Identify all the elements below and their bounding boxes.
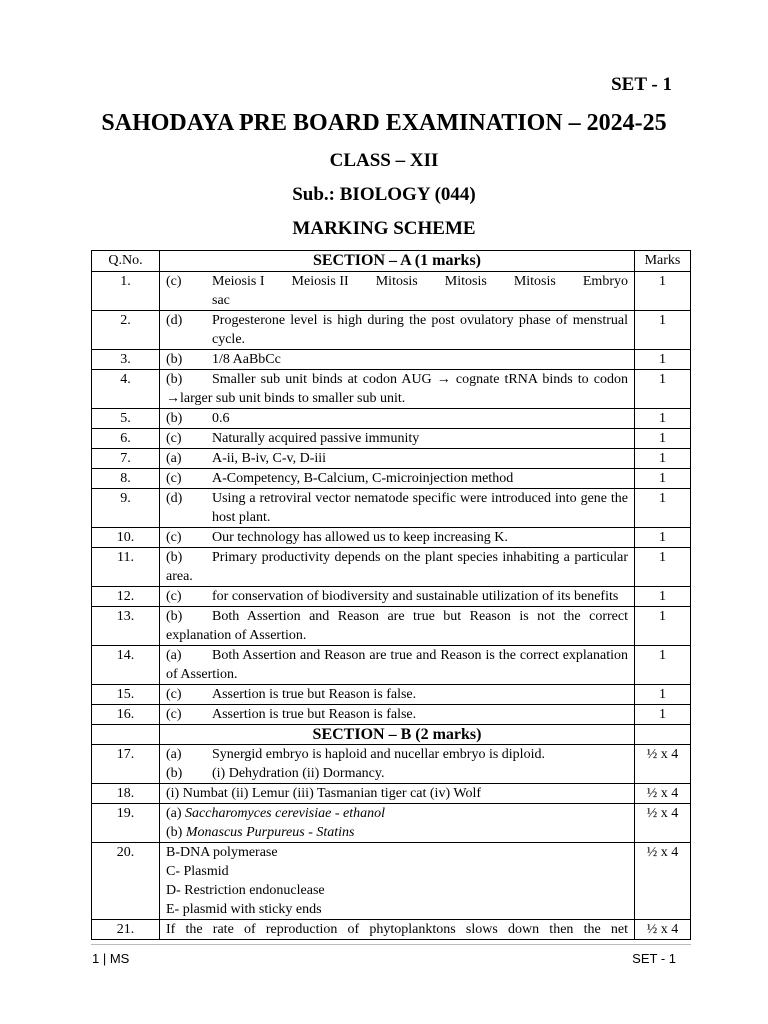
footer-divider <box>91 944 691 945</box>
marks-value: ½ x 4 <box>635 745 691 784</box>
question-number: 17. <box>92 745 160 784</box>
marks-value: 1 <box>635 685 691 705</box>
answer-line: B-DNA polymerase <box>166 845 278 860</box>
answer-option: (b) <box>166 352 183 367</box>
answer-option: (a) <box>166 747 182 762</box>
answer-cell <box>160 489 635 528</box>
answer-cell <box>160 843 635 920</box>
answer-option: (c) <box>166 274 182 289</box>
answer-cell <box>160 311 635 350</box>
answer-text: Smaller sub unit binds at codon AUG → cognate tRNA binds to codon →larger sub unit binds to smaller sub unit. <box>166 372 628 406</box>
marks-value: 1 <box>635 370 691 409</box>
answer-cell <box>160 607 635 646</box>
answer-text <box>212 272 628 310</box>
answer-text: Primary productivity depends on the plant species inhabiting a particular area. <box>166 550 628 584</box>
answer-option: (a) <box>166 806 186 821</box>
empty-cell <box>92 725 160 745</box>
marks-header: Marks <box>635 251 691 272</box>
question-number: 12. <box>92 587 160 607</box>
marks-value: 1 <box>635 311 691 350</box>
question-number: 3. <box>92 350 160 370</box>
answer-text: 0.6 <box>212 411 230 426</box>
question-number: 10. <box>92 528 160 548</box>
marks-value: ½ x 4 <box>635 784 691 804</box>
table-row <box>92 705 691 725</box>
answer-text: Assertion is true but Reason is false. <box>212 707 417 722</box>
answer-line: D- Restriction endonuclease <box>166 883 325 898</box>
table-row <box>92 429 691 449</box>
question-number: 6. <box>92 429 160 449</box>
table-row <box>92 548 691 587</box>
table-header-row <box>92 251 691 272</box>
answer-cell <box>160 685 635 705</box>
answer-cell <box>160 646 635 685</box>
answer-cell <box>160 429 635 449</box>
question-number: 9. <box>92 489 160 528</box>
answer-line: C- Plasmid <box>166 864 229 879</box>
empty-cell <box>635 725 691 745</box>
answer-option: (b) <box>166 372 183 387</box>
question-number: 1. <box>92 272 160 311</box>
answer-option: (b) <box>166 609 183 624</box>
answer-text: for conservation of biodiversity and sustainable utilization of its benefits <box>212 589 619 604</box>
answer-text: Our technology has allowed us to keep increasing K. <box>212 530 508 545</box>
marks-value: 1 <box>635 469 691 489</box>
table-row <box>92 449 691 469</box>
marks-value: 1 <box>635 607 691 646</box>
answer-option: (c) <box>166 530 182 545</box>
question-number: 8. <box>92 469 160 489</box>
subject-label: Sub.: BIOLOGY (044) <box>292 184 476 205</box>
marks-value: ½ x 4 <box>635 804 691 843</box>
table-row <box>92 784 691 804</box>
marking-scheme-table <box>91 250 691 940</box>
answer-text: Saccharomyces cerevisiae - ethanol <box>185 806 385 821</box>
marks-value: 1 <box>635 587 691 607</box>
answer-part: sac <box>212 293 230 308</box>
marks-value: 1 <box>635 528 691 548</box>
section-b-heading: SECTION – B (2 marks) <box>160 725 635 745</box>
answer-part: Embryo <box>582 274 628 289</box>
answer-cell <box>160 745 635 784</box>
question-number: 4. <box>92 370 160 409</box>
answer-option: (c) <box>166 471 182 486</box>
answer-cell <box>160 469 635 489</box>
table-row <box>92 409 691 429</box>
table-row <box>92 745 691 784</box>
answer-option: (d) <box>166 313 183 328</box>
table-row <box>92 646 691 685</box>
marks-value: 1 <box>635 646 691 685</box>
answer-cell <box>160 370 635 409</box>
answer-text: (i) Numbat (ii) Lemur (iii) Tasmanian tiger cat (iv) Wolf <box>160 784 635 804</box>
answer-cell <box>160 350 635 370</box>
answer-text: Monascus Purpureus - Statins <box>185 825 355 840</box>
marks-value: 1 <box>635 449 691 469</box>
question-number: 11. <box>92 548 160 587</box>
answer-part: Meiosis I <box>212 274 265 289</box>
table-row <box>92 272 691 311</box>
answer-text: Both Assertion and Reason are true but Reason is not the correct explanation of Assertion. <box>166 609 628 643</box>
answer-option: (b) <box>166 766 183 781</box>
answer-text: Assertion is true but Reason is false. <box>212 687 417 702</box>
marks-value: 1 <box>635 350 691 370</box>
question-number: 2. <box>92 311 160 350</box>
answer-line: E- plasmid with sticky ends <box>166 902 322 917</box>
answer-option: (b) <box>166 550 183 565</box>
answer-text: Naturally acquired passive immunity <box>212 431 420 446</box>
exam-title: SAHODAYA PRE BOARD EXAMINATION – 2024-25 <box>101 110 667 136</box>
answer-cell <box>160 449 635 469</box>
answer-cell <box>160 804 635 843</box>
answer-text: A-Competency, B-Calcium, C-microinjection method <box>212 471 514 486</box>
table-row <box>92 607 691 646</box>
answer-cell <box>160 409 635 429</box>
scheme-label: MARKING SCHEME <box>292 218 476 239</box>
question-number: 7. <box>92 449 160 469</box>
table-row <box>92 920 691 940</box>
table-row <box>92 843 691 920</box>
table-row <box>92 528 691 548</box>
section-a-heading: SECTION – A (1 marks) <box>160 251 635 272</box>
answer-option: (b) <box>166 825 186 840</box>
answer-cell <box>160 705 635 725</box>
table-row <box>92 370 691 409</box>
marks-value: 1 <box>635 705 691 725</box>
answer-text: If the rate of reproduction of phytoplanktons slows down then the net <box>160 920 635 940</box>
answer-part: Mitosis <box>513 274 556 289</box>
answer-option: (c) <box>166 707 182 722</box>
footer-set-label: SET - 1 <box>632 951 676 966</box>
answer-option: (d) <box>166 491 183 506</box>
set-label: SET - 1 <box>611 74 672 95</box>
table-row <box>92 350 691 370</box>
question-number: 21. <box>92 920 160 940</box>
answer-option: (b) <box>166 411 183 426</box>
table-row <box>92 587 691 607</box>
answer-option: (c) <box>166 431 182 446</box>
question-number: 15. <box>92 685 160 705</box>
answer-text: Using a retroviral vector nematode specific were introduced into gene the host plant. <box>212 491 628 525</box>
question-number: 13. <box>92 607 160 646</box>
answer-option: (a) <box>166 648 182 663</box>
answer-text: A-ii, B-iv, C-v, D-iii <box>212 451 327 466</box>
marks-value: ½ x 4 <box>635 843 691 920</box>
answer-text: (i) Dehydration (ii) Dormancy. <box>212 766 385 781</box>
answer-cell <box>160 272 635 311</box>
answer-option: (c) <box>166 687 182 702</box>
table-row <box>92 469 691 489</box>
answer-cell <box>160 548 635 587</box>
marks-value: 1 <box>635 489 691 528</box>
qno-header: Q.No. <box>92 251 160 272</box>
table-row <box>92 804 691 843</box>
answer-text: 1/8 AaBbCc <box>212 352 281 367</box>
marks-value: ½ x 4 <box>635 920 691 940</box>
footer-page-label: 1 | MS <box>92 951 130 966</box>
marks-value: 1 <box>635 409 691 429</box>
answer-cell <box>160 587 635 607</box>
answer-text: Both Assertion and Reason are true and Reason is the correct explanation of Assertion. <box>166 648 628 682</box>
answer-text: Progesterone level is high during the post ovulatory phase of menstrual cycle. <box>212 313 628 347</box>
answer-part: Meiosis II <box>291 274 349 289</box>
question-number: 19. <box>92 804 160 843</box>
answer-part: Mitosis <box>444 274 487 289</box>
marks-value: 1 <box>635 548 691 587</box>
answer-cell <box>160 528 635 548</box>
class-label: CLASS – XII <box>329 150 439 171</box>
marks-value: 1 <box>635 272 691 311</box>
question-number: 16. <box>92 705 160 725</box>
answer-text: Synergid embryo is haploid and nucellar embryo is diploid. <box>212 747 545 762</box>
question-number: 18. <box>92 784 160 804</box>
answer-option: (a) <box>166 451 182 466</box>
marks-value: 1 <box>635 429 691 449</box>
table-row <box>92 489 691 528</box>
answer-option: (c) <box>166 589 182 604</box>
table-row <box>92 685 691 705</box>
section-b-row <box>92 725 691 745</box>
answer-part: Mitosis <box>375 274 418 289</box>
question-number: 20. <box>92 843 160 920</box>
question-number: 14. <box>92 646 160 685</box>
table-row <box>92 311 691 350</box>
question-number: 5. <box>92 409 160 429</box>
